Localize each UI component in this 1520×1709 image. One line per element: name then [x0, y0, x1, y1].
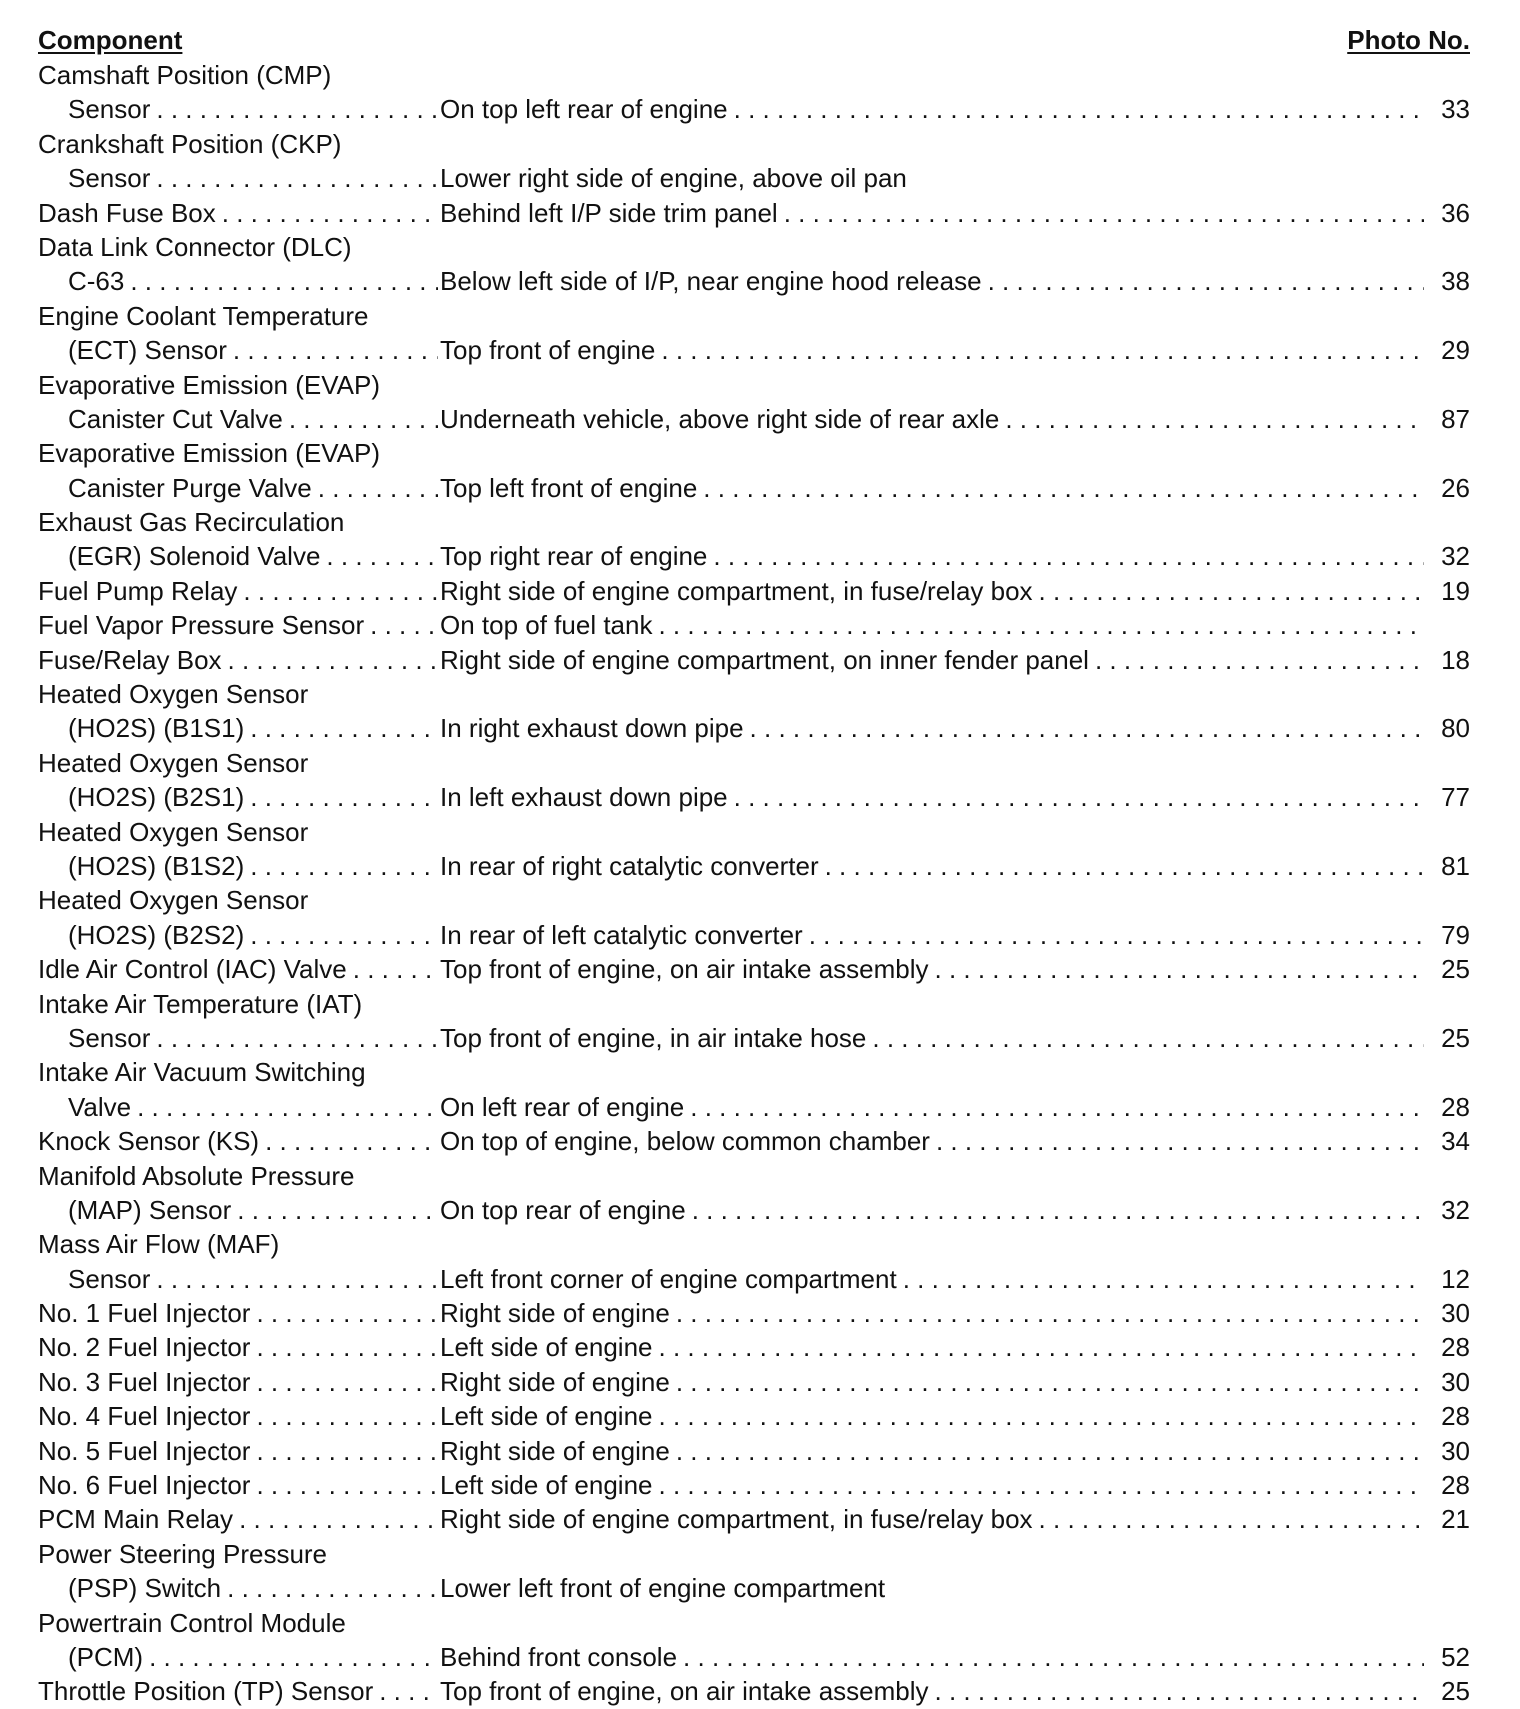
table-row — [38, 196, 1470, 230]
photo-number: 81 — [1441, 850, 1470, 881]
table-row — [38, 1021, 1470, 1055]
component-name: Valve — [68, 1091, 132, 1122]
table-row — [38, 1640, 1470, 1674]
component-name: Canister Purge Valve — [68, 472, 312, 503]
component-cell — [38, 1365, 438, 1399]
component-cell — [38, 1606, 438, 1640]
component-name: PCM Main Relay — [38, 1504, 234, 1535]
photo-number: 21 — [1441, 1504, 1470, 1535]
table-row — [38, 471, 1470, 505]
dot-leader — [124, 264, 438, 298]
dot-leader — [653, 1468, 1425, 1502]
photo-number: 32 — [1441, 541, 1470, 572]
location-text: Right side of engine — [440, 1435, 670, 1466]
location-text: In left exhaust down pipe — [440, 782, 728, 813]
dot-leader — [312, 471, 438, 505]
location-cell — [438, 1571, 1424, 1605]
component-cell — [38, 1434, 438, 1468]
component-location-table — [38, 22, 1470, 1709]
location-cell — [438, 1021, 1424, 1055]
location-cell — [438, 918, 1424, 952]
dot-leader — [150, 161, 438, 195]
location-text: Right side of engine compartment, in fuse/relay box — [440, 1504, 1033, 1535]
table-row — [38, 746, 1470, 780]
component-cell — [38, 643, 438, 677]
component-name: Camshaft Position (CMP) — [38, 60, 332, 90]
table-row — [38, 883, 1470, 917]
location-cell — [438, 1296, 1424, 1330]
component-name: Idle Air Control (IAC) Valve — [38, 954, 347, 985]
dot-leader — [131, 1090, 438, 1124]
location-text: Left side of engine — [440, 1470, 653, 1501]
location-text: Top front of engine, in air intake hose — [440, 1022, 867, 1053]
component-name: Evaporative Emission (EVAP) — [38, 369, 380, 400]
location-text: Right side of engine — [440, 1298, 670, 1329]
location-text: Behind front console — [440, 1641, 678, 1672]
location-cell — [438, 1468, 1424, 1502]
location-cell — [438, 1124, 1424, 1158]
dot-leader — [929, 952, 1424, 986]
dot-leader — [150, 92, 438, 126]
table-row — [38, 1434, 1470, 1468]
location-text: In rear of left catalytic converter — [440, 919, 803, 950]
table-row — [38, 1537, 1470, 1571]
photo-number: 38 — [1441, 266, 1470, 297]
component-cell — [38, 1124, 438, 1158]
location-text: In right exhaust down pipe — [440, 713, 744, 744]
table-body — [38, 58, 1470, 1709]
location-text: Right side of engine compartment, on inner fender panel — [440, 644, 1089, 675]
table-row — [38, 1227, 1470, 1261]
component-name: Sensor — [68, 94, 151, 125]
table-row — [38, 1262, 1470, 1296]
dot-leader — [244, 849, 438, 883]
photo-number: 28 — [1441, 1091, 1470, 1122]
component-name: Power Steering Pressure — [38, 1538, 328, 1569]
component-cell — [38, 815, 438, 849]
dot-leader — [999, 402, 1424, 436]
location-cell — [438, 1330, 1424, 1364]
table-row — [38, 849, 1470, 883]
location-text: Top front of engine, on air intake assembly — [440, 1676, 929, 1707]
dot-leader — [655, 333, 1424, 367]
dot-leader — [250, 1296, 438, 1330]
photo-number: 30 — [1441, 1298, 1470, 1329]
component-cell — [38, 1571, 438, 1605]
component-name: (HO2S) (B1S1) — [68, 713, 245, 744]
component-cell — [38, 1227, 438, 1261]
dot-leader — [677, 1640, 1424, 1674]
photo-number: 36 — [1441, 197, 1470, 228]
dot-leader — [244, 780, 438, 814]
table-row — [38, 1502, 1470, 1536]
location-cell — [438, 711, 1424, 745]
dot-leader — [231, 1193, 438, 1227]
location-text: Left side of engine — [440, 1401, 653, 1432]
dot-leader — [982, 264, 1424, 298]
component-cell — [38, 677, 438, 711]
photo-number: 25 — [1441, 1022, 1470, 1053]
component-cell — [38, 1468, 438, 1502]
dot-leader — [1033, 574, 1424, 608]
location-text: Left side of engine — [440, 1332, 653, 1363]
location-text: Underneath vehicle, above right side of rear axle — [440, 403, 1000, 434]
component-name: No. 5 Fuel Injector — [38, 1435, 251, 1466]
table-row — [38, 436, 1470, 470]
dot-leader — [728, 92, 1424, 126]
location-text: On top rear of engine — [440, 1194, 686, 1225]
component-name: No. 3 Fuel Injector — [38, 1366, 251, 1397]
component-name: Powertrain Control Module — [38, 1607, 346, 1638]
photo-number: 25 — [1441, 1676, 1470, 1707]
component-cell — [38, 539, 438, 573]
dot-leader — [250, 1365, 438, 1399]
table-row — [38, 1399, 1470, 1433]
component-name: Heated Oxygen Sensor — [38, 816, 309, 847]
table-row — [38, 161, 1470, 195]
location-cell — [438, 1262, 1424, 1296]
component-cell — [38, 1537, 438, 1571]
dot-leader — [1089, 643, 1424, 677]
component-name: (PCM) — [68, 1641, 144, 1672]
component-name: C-63 — [68, 266, 125, 297]
dot-leader — [250, 1330, 438, 1364]
photo-number: 77 — [1441, 782, 1470, 813]
dot-leader — [250, 1434, 438, 1468]
table-row — [38, 643, 1470, 677]
dot-leader — [866, 1021, 1424, 1055]
component-name: No. 2 Fuel Injector — [38, 1332, 251, 1363]
photo-number: 34 — [1441, 1126, 1470, 1157]
component-name: No. 6 Fuel Injector — [38, 1470, 251, 1501]
dot-leader — [930, 1124, 1424, 1158]
dot-leader — [143, 1640, 438, 1674]
component-cell — [38, 1399, 438, 1433]
location-cell — [438, 1090, 1424, 1124]
dot-leader — [320, 539, 438, 573]
component-name: (EGR) Solenoid Valve — [68, 541, 321, 572]
dot-leader — [1033, 1502, 1424, 1536]
photo-number: 52 — [1441, 1641, 1470, 1672]
location-text: Below left side of I/P, near engine hood release — [440, 266, 982, 297]
dot-leader — [778, 196, 1424, 230]
component-name: Heated Oxygen Sensor — [38, 747, 309, 778]
dot-leader — [244, 711, 438, 745]
table-row — [38, 1159, 1470, 1193]
dot-leader — [744, 711, 1424, 745]
photo-number: 33 — [1441, 94, 1470, 125]
table-row — [38, 677, 1470, 711]
dot-leader — [653, 1399, 1425, 1433]
dot-leader — [250, 1468, 438, 1502]
component-name: Exhaust Gas Recirculation — [38, 507, 345, 538]
component-cell — [38, 161, 438, 195]
location-text: Lower right side of engine, above oil pan — [440, 163, 907, 194]
table-row — [38, 780, 1470, 814]
location-cell — [438, 161, 1424, 195]
table-header — [38, 22, 1470, 58]
photo-number: 19 — [1441, 575, 1470, 606]
component-cell — [38, 1330, 438, 1364]
component-name: Sensor — [68, 1022, 151, 1053]
component-name: Intake Air Vacuum Switching — [38, 1057, 366, 1088]
photo-number: 18 — [1441, 644, 1470, 675]
location-cell — [438, 1434, 1424, 1468]
table-row — [38, 815, 1470, 849]
component-name: Manifold Absolute Pressure — [38, 1160, 355, 1191]
photo-number: 32 — [1441, 1194, 1470, 1225]
photo-number: 30 — [1441, 1435, 1470, 1466]
component-cell — [38, 608, 438, 642]
table-row — [38, 333, 1470, 367]
table-row — [38, 1571, 1470, 1605]
component-name: Canister Cut Valve — [68, 403, 283, 434]
component-name: (HO2S) (B2S2) — [68, 919, 245, 950]
dot-leader — [244, 918, 438, 952]
location-cell — [438, 471, 1424, 505]
component-name: No. 4 Fuel Injector — [38, 1401, 251, 1432]
component-cell — [38, 505, 438, 539]
photo-number: 28 — [1441, 1470, 1470, 1501]
photo-number: 26 — [1441, 472, 1470, 503]
table-row — [38, 608, 1470, 642]
component-name: Heated Oxygen Sensor — [38, 885, 309, 916]
location-cell — [438, 574, 1424, 608]
location-cell — [438, 849, 1424, 883]
component-cell — [38, 780, 438, 814]
dot-leader — [364, 608, 438, 642]
location-cell — [438, 952, 1424, 986]
table-row — [38, 368, 1470, 402]
component-cell — [38, 574, 438, 608]
component-name: Evaporative Emission (EVAP) — [38, 438, 380, 469]
location-text: Behind left I/P side trim panel — [440, 197, 778, 228]
table-row — [38, 505, 1470, 539]
table-row — [38, 299, 1470, 333]
location-cell — [438, 780, 1424, 814]
location-text: On top left rear of engine — [440, 94, 728, 125]
dot-leader — [652, 608, 1424, 642]
dot-leader — [803, 918, 1424, 952]
table-row — [38, 1090, 1470, 1124]
table-row — [38, 1124, 1470, 1158]
table-row — [38, 539, 1470, 573]
table-row — [38, 58, 1470, 92]
location-text: Top front of engine — [440, 335, 656, 366]
component-name: Throttle Position (TP) Sensor — [38, 1676, 374, 1707]
location-text: Top right rear of engine — [440, 541, 708, 572]
dot-leader — [686, 1193, 1424, 1227]
location-cell — [438, 92, 1424, 126]
table-row — [38, 402, 1470, 436]
dot-leader — [697, 471, 1424, 505]
location-cell — [438, 1640, 1424, 1674]
location-cell — [438, 1365, 1424, 1399]
dot-leader — [237, 574, 438, 608]
component-cell — [38, 368, 438, 402]
table-row — [38, 952, 1470, 986]
component-name: Heated Oxygen Sensor — [38, 679, 309, 710]
component-cell — [38, 1159, 438, 1193]
location-cell — [438, 1399, 1424, 1433]
table-row — [38, 1468, 1470, 1502]
dot-leader — [283, 402, 438, 436]
location-text: Right side of engine compartment, in fuse/relay box — [440, 575, 1033, 606]
component-cell — [38, 1502, 438, 1536]
component-name: Mass Air Flow (MAF) — [38, 1229, 280, 1260]
component-cell — [38, 1090, 438, 1124]
dot-leader — [233, 1502, 438, 1536]
location-text: On top of engine, below common chamber — [440, 1126, 930, 1157]
component-name: (HO2S) (B2S1) — [68, 782, 245, 813]
dot-leader — [259, 1124, 438, 1158]
location-text: Left front corner of engine compartment — [440, 1263, 897, 1294]
component-cell — [38, 1640, 438, 1674]
component-name: Crankshaft Position (CKP) — [38, 128, 342, 159]
location-text: Top left front of engine — [440, 472, 698, 503]
location-cell — [438, 1502, 1424, 1536]
table-row — [38, 92, 1470, 126]
photo-number-column-header: Photo No. — [1347, 25, 1470, 55]
component-name: (MAP) Sensor — [68, 1194, 232, 1225]
dot-leader — [728, 780, 1424, 814]
dot-leader — [150, 1021, 438, 1055]
dot-leader — [222, 643, 438, 677]
component-cell — [38, 987, 438, 1021]
component-cell — [38, 1021, 438, 1055]
component-cell — [38, 711, 438, 745]
component-cell — [38, 436, 438, 470]
table-row — [38, 1606, 1470, 1640]
component-cell — [38, 1055, 438, 1089]
component-name: Sensor — [68, 163, 151, 194]
dot-leader — [707, 539, 1424, 573]
component-cell — [38, 402, 438, 436]
component-name: No. 1 Fuel Injector — [38, 1298, 251, 1329]
dot-leader — [897, 1262, 1424, 1296]
dot-leader — [670, 1434, 1424, 1468]
component-cell — [38, 918, 438, 952]
table-row — [38, 918, 1470, 952]
photo-number: 25 — [1441, 954, 1470, 985]
location-cell — [438, 539, 1424, 573]
component-cell — [38, 1193, 438, 1227]
component-name: Knock Sensor (KS) — [38, 1126, 260, 1157]
dot-leader — [216, 196, 438, 230]
component-name: Sensor — [68, 1263, 151, 1294]
dot-leader — [250, 1399, 438, 1433]
component-cell — [38, 333, 438, 367]
table-row — [38, 987, 1470, 1021]
component-name: (PSP) Switch — [68, 1573, 222, 1604]
component-cell — [38, 1296, 438, 1330]
photo-number: 29 — [1441, 335, 1470, 366]
table-row — [38, 1365, 1470, 1399]
photo-number: 28 — [1441, 1401, 1470, 1432]
dot-leader — [347, 952, 438, 986]
location-cell — [438, 402, 1424, 436]
dot-leader — [670, 1365, 1424, 1399]
dot-leader — [653, 1330, 1425, 1364]
dot-leader — [819, 849, 1424, 883]
location-text: Right side of engine — [440, 1366, 670, 1397]
component-name: Engine Coolant Temperature — [38, 300, 369, 331]
location-text: Lower left front of engine compartment — [440, 1573, 886, 1604]
component-cell — [38, 264, 438, 298]
table-row — [38, 1330, 1470, 1364]
component-cell — [38, 849, 438, 883]
component-cell — [38, 299, 438, 333]
location-text: On left rear of engine — [440, 1091, 685, 1122]
component-cell — [38, 58, 438, 92]
table-row — [38, 127, 1470, 161]
dot-leader — [670, 1296, 1424, 1330]
component-cell — [38, 1262, 438, 1296]
location-text: On top of fuel tank — [440, 610, 653, 641]
component-cell — [38, 952, 438, 986]
location-cell — [438, 196, 1424, 230]
component-name: Fuse/Relay Box — [38, 644, 222, 675]
location-cell — [438, 1193, 1424, 1227]
component-cell — [38, 127, 438, 161]
photo-number: 80 — [1441, 713, 1470, 744]
component-name: Intake Air Temperature (IAT) — [38, 988, 363, 1019]
table-row — [38, 1193, 1470, 1227]
component-name: (ECT) Sensor — [68, 335, 227, 366]
component-cell — [38, 92, 438, 126]
location-text: Top front of engine, on air intake assembly — [440, 954, 929, 985]
component-name: (HO2S) (B1S2) — [68, 850, 245, 881]
component-name: Data Link Connector (DLC) — [38, 231, 352, 262]
photo-number: 30 — [1441, 1366, 1470, 1397]
photo-number: 12 — [1441, 1263, 1470, 1294]
dot-leader — [227, 333, 438, 367]
table-row — [38, 230, 1470, 264]
dot-leader — [150, 1262, 438, 1296]
table-row — [38, 711, 1470, 745]
location-cell — [438, 333, 1424, 367]
table-row — [38, 574, 1470, 608]
component-cell — [38, 746, 438, 780]
location-text: In rear of right catalytic converter — [440, 850, 819, 881]
component-name: Fuel Vapor Pressure Sensor — [38, 610, 365, 641]
photo-number: 79 — [1441, 919, 1470, 950]
component-name: Dash Fuse Box — [38, 197, 216, 228]
dot-leader — [221, 1571, 438, 1605]
photo-number: 28 — [1441, 1332, 1470, 1363]
location-cell — [438, 264, 1424, 298]
component-cell — [38, 471, 438, 505]
component-name: Fuel Pump Relay — [38, 575, 238, 606]
table-row — [38, 264, 1470, 298]
component-column-header: Component — [38, 25, 183, 55]
table-row — [38, 1296, 1470, 1330]
table-row — [38, 1055, 1470, 1089]
component-cell — [38, 196, 438, 230]
component-cell — [38, 883, 438, 917]
photo-number: 87 — [1441, 403, 1470, 434]
component-cell — [38, 230, 438, 264]
location-cell — [438, 643, 1424, 677]
location-cell — [438, 608, 1424, 642]
dot-leader — [684, 1090, 1424, 1124]
